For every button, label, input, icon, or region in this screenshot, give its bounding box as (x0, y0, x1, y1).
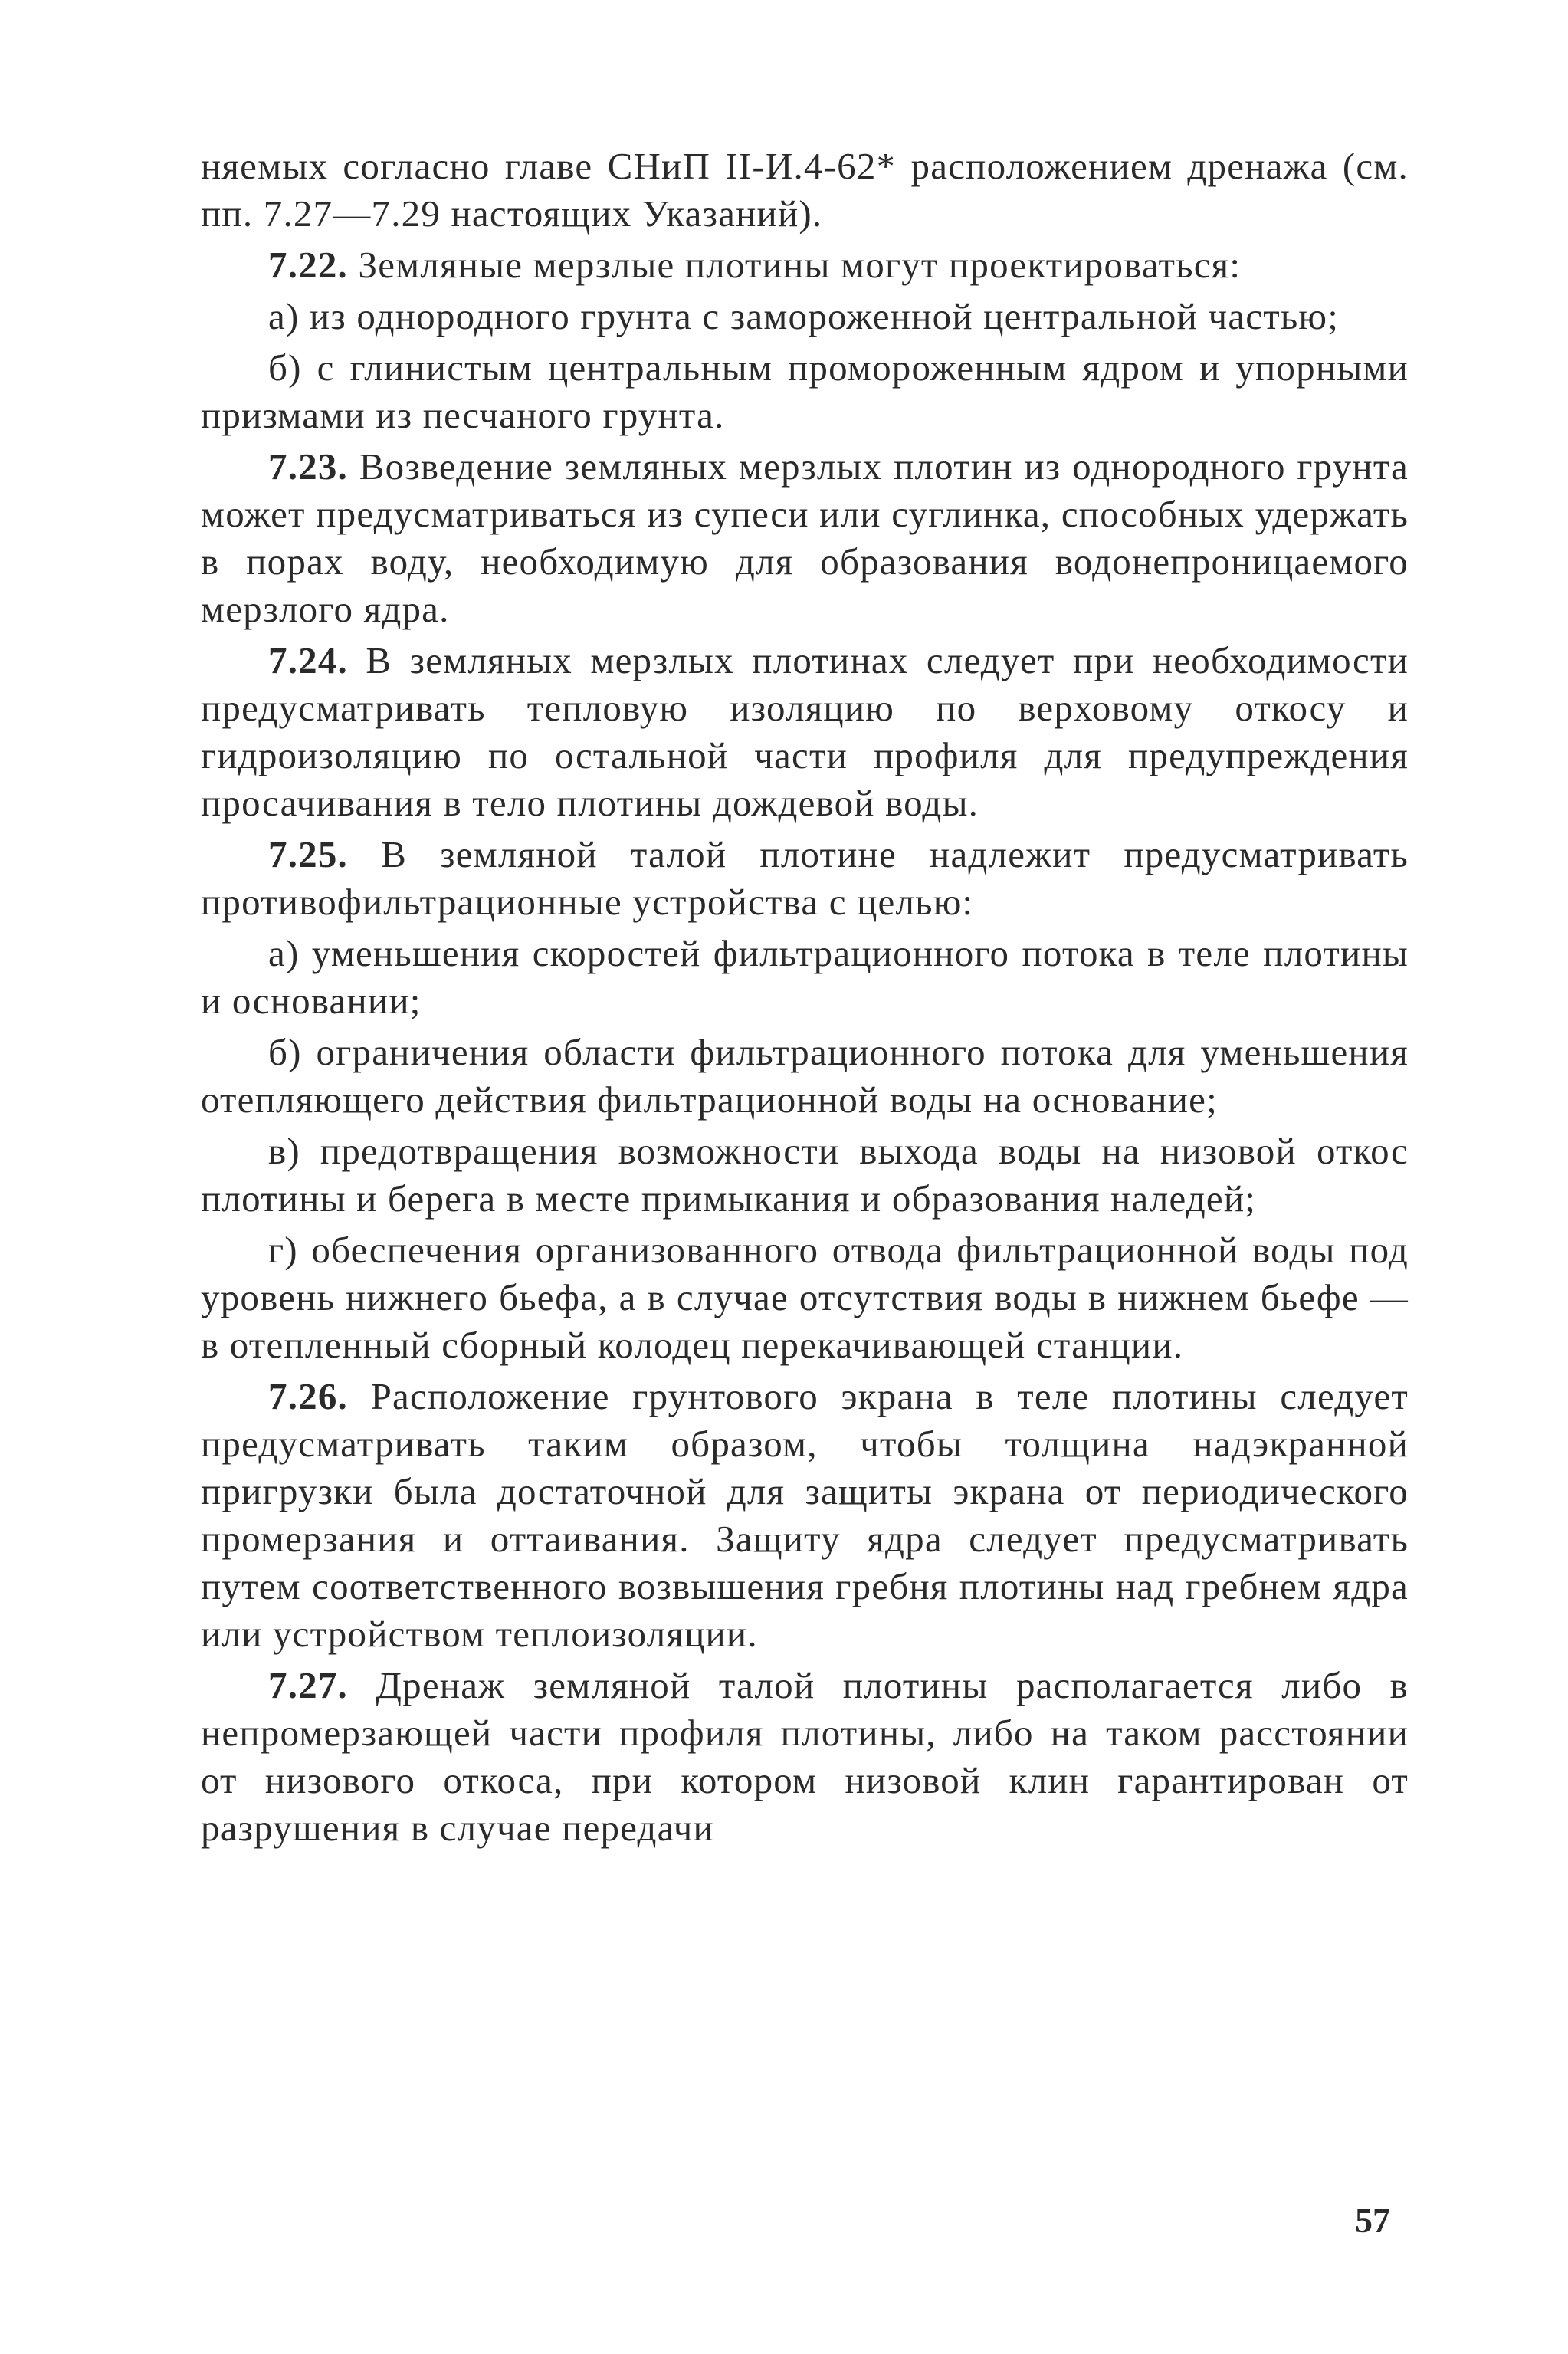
paragraph-text: Дренаж земляной талой плотины располагается либо в непромерзающей части профиля плотины, либо на таком расстоянии от низового откоса, при котором низовой клин гарантирован от разрушения в случае передачи (201, 1664, 1409, 1849)
paragraph (201, 1662, 1409, 1852)
paragraph-text: б) ограничения области фильтрационного потока для уменьшения отепляющего действия фильтрационной воды на основание; (201, 1031, 1409, 1121)
section-number: 7.26. (268, 1375, 348, 1417)
paragraph (201, 1373, 1409, 1658)
paragraph (201, 344, 1409, 439)
paragraph-text: в) предотвращения возможности выхода воды на низовой откос плотины и берега в месте примыкания и образования наледей; (201, 1130, 1409, 1220)
paragraph (201, 1128, 1409, 1223)
paragraph (201, 637, 1409, 827)
paragraph-text: а) из однородного грунта с замороженной центральной частью; (268, 295, 1340, 337)
paragraph-text: а) уменьшения скоростей фильтрационного потока в теле плотины и основании; (201, 932, 1409, 1022)
paragraph-text: В земляной талой плотине надлежит предусматривать противофильтрационные устройства с целью: (201, 833, 1409, 923)
paragraph-text: Расположение грунтового экрана в теле плотины следует предусматривать таким образом, чтобы толщина надэкранной пригрузки была достаточной для защиты экрана от периодического промерзания и оттаивания. Защиту ядра следует предусматривать путем соответственного возвышения гребня плотины над гребнем ядра или устройством теплоизоляции. (201, 1375, 1409, 1655)
paragraph (201, 1029, 1409, 1124)
paragraph-text: В земляных мерзлых плотинах следует при необходимости предусматривать тепловую изоляцию по верховому откосу и гидроизоляцию по остальной части профиля для предупреждения просачивания в тело плотины дождевой воды. (201, 639, 1409, 824)
page-number: 57 (1355, 2201, 1390, 2240)
paragraph-text: б) с глинистым центральным промороженным ядром и упорными призмами из песчаного грунта. (201, 346, 1409, 436)
paragraph (201, 930, 1409, 1025)
paragraph (201, 143, 1409, 238)
section-number: 7.23. (268, 445, 348, 488)
section-number: 7.27. (268, 1664, 348, 1706)
paragraph (201, 443, 1409, 633)
paragraph (201, 241, 1409, 289)
paragraph-text: няемых согласно главе СНиП II-И.4-62* расположением дренажа (см. пп. 7.27—7.29 настоящих Указаний). (201, 145, 1409, 235)
paragraph (201, 293, 1409, 340)
section-number: 7.22. (268, 244, 348, 286)
paragraph (201, 831, 1409, 926)
section-number: 7.24. (268, 639, 348, 681)
paragraph-text: Земляные мерзлые плотины могут проектироваться: (348, 244, 1242, 286)
document-page (201, 143, 1409, 2274)
paragraph (201, 1226, 1409, 1369)
paragraph-text: Возведение земляных мерзлых плотин из однородного грунта может предусматриваться из супеси или суглинка, способных удержать в порах воду, необходимую для образования водонепроницаемого мерзлого ядра. (201, 445, 1409, 630)
section-number: 7.25. (268, 833, 348, 875)
paragraph-text: г) обеспечения организованного отвода фильтрационной воды под уровень нижнего бьефа, а в случае отсутствия воды в нижнем бьефе — в отепленный сборный колодец перекачивающей станции. (201, 1229, 1409, 1366)
